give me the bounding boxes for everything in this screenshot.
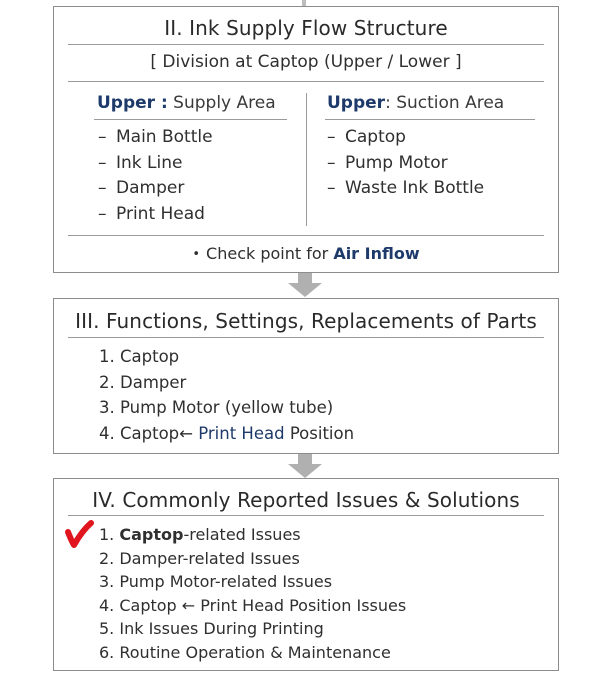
title-divider — [68, 44, 544, 45]
list-item: – Main Bottle — [98, 127, 213, 147]
list-item: 6. Routine Operation & Maintenance — [99, 642, 391, 662]
bullet-icon: • — [192, 247, 201, 262]
section-3-title: III. Functions, Settings, Replacements of Parts — [75, 309, 537, 333]
title-divider — [68, 337, 544, 338]
list-item: 5. Ink Issues During Printing — [99, 619, 324, 638]
suction-heading-strong: Upper — [327, 93, 386, 113]
list-item: – Captop — [327, 127, 406, 147]
suction-area-heading — [327, 93, 504, 113]
list-item: – Print Head — [98, 203, 205, 224]
parts-functions-box — [53, 298, 559, 454]
list-item: – Pump Motor — [327, 152, 448, 173]
parts-list — [99, 344, 354, 446]
suction-area-list — [327, 125, 484, 202]
suction-heading-underline — [325, 119, 535, 120]
title-divider — [68, 515, 544, 516]
list-item: 1. Captop-related Issues — [99, 525, 301, 544]
supply-heading-strong: Upper : — [97, 93, 168, 113]
column-divider — [306, 93, 307, 226]
down-arrow-icon — [285, 454, 325, 480]
list-item: – Waste Ink Bottle — [327, 178, 485, 198]
section-2-title: II. Ink Supply Flow Structure — [164, 16, 448, 40]
list-item: 3. Pump Motor (yellow tube) — [99, 398, 334, 417]
down-arrow-icon — [285, 273, 325, 299]
division-note: [ Division at Captop (Upper / Lower ] — [150, 52, 462, 72]
list-item: 3. Pump Motor-related Issues — [99, 572, 333, 591]
ink-supply-flow-box — [53, 6, 559, 273]
checkpoint-divider — [68, 235, 544, 236]
list-item: 2. Damper-related Issues — [99, 548, 300, 568]
list-item: 1. Captop — [99, 347, 180, 366]
list-item: 4. Captop ← Print Head Position Issues — [99, 595, 407, 615]
list-item: – Damper — [98, 178, 185, 198]
issues-list — [99, 523, 406, 664]
supply-heading-underline — [94, 119, 287, 120]
suction-heading-rest: : Suction Area — [385, 93, 505, 113]
common-issues-box — [53, 478, 559, 671]
air-inflow-checkpoint: • Check point for Air Inflow — [192, 244, 420, 263]
list-item: 4. Captop← Print Head Position — [99, 423, 355, 443]
division-divider — [68, 81, 544, 82]
left-arrow-icon: ← — [179, 423, 193, 443]
supply-heading-rest: Supply Area — [167, 93, 276, 113]
section-4-title: IV. Commonly Reported Issues & Solutions — [92, 488, 520, 512]
list-item: 2. Damper — [99, 372, 187, 392]
red-check-icon — [62, 520, 96, 550]
supply-area-list — [98, 125, 213, 227]
list-item: – Ink Line — [98, 152, 183, 173]
supply-area-heading — [97, 93, 276, 113]
